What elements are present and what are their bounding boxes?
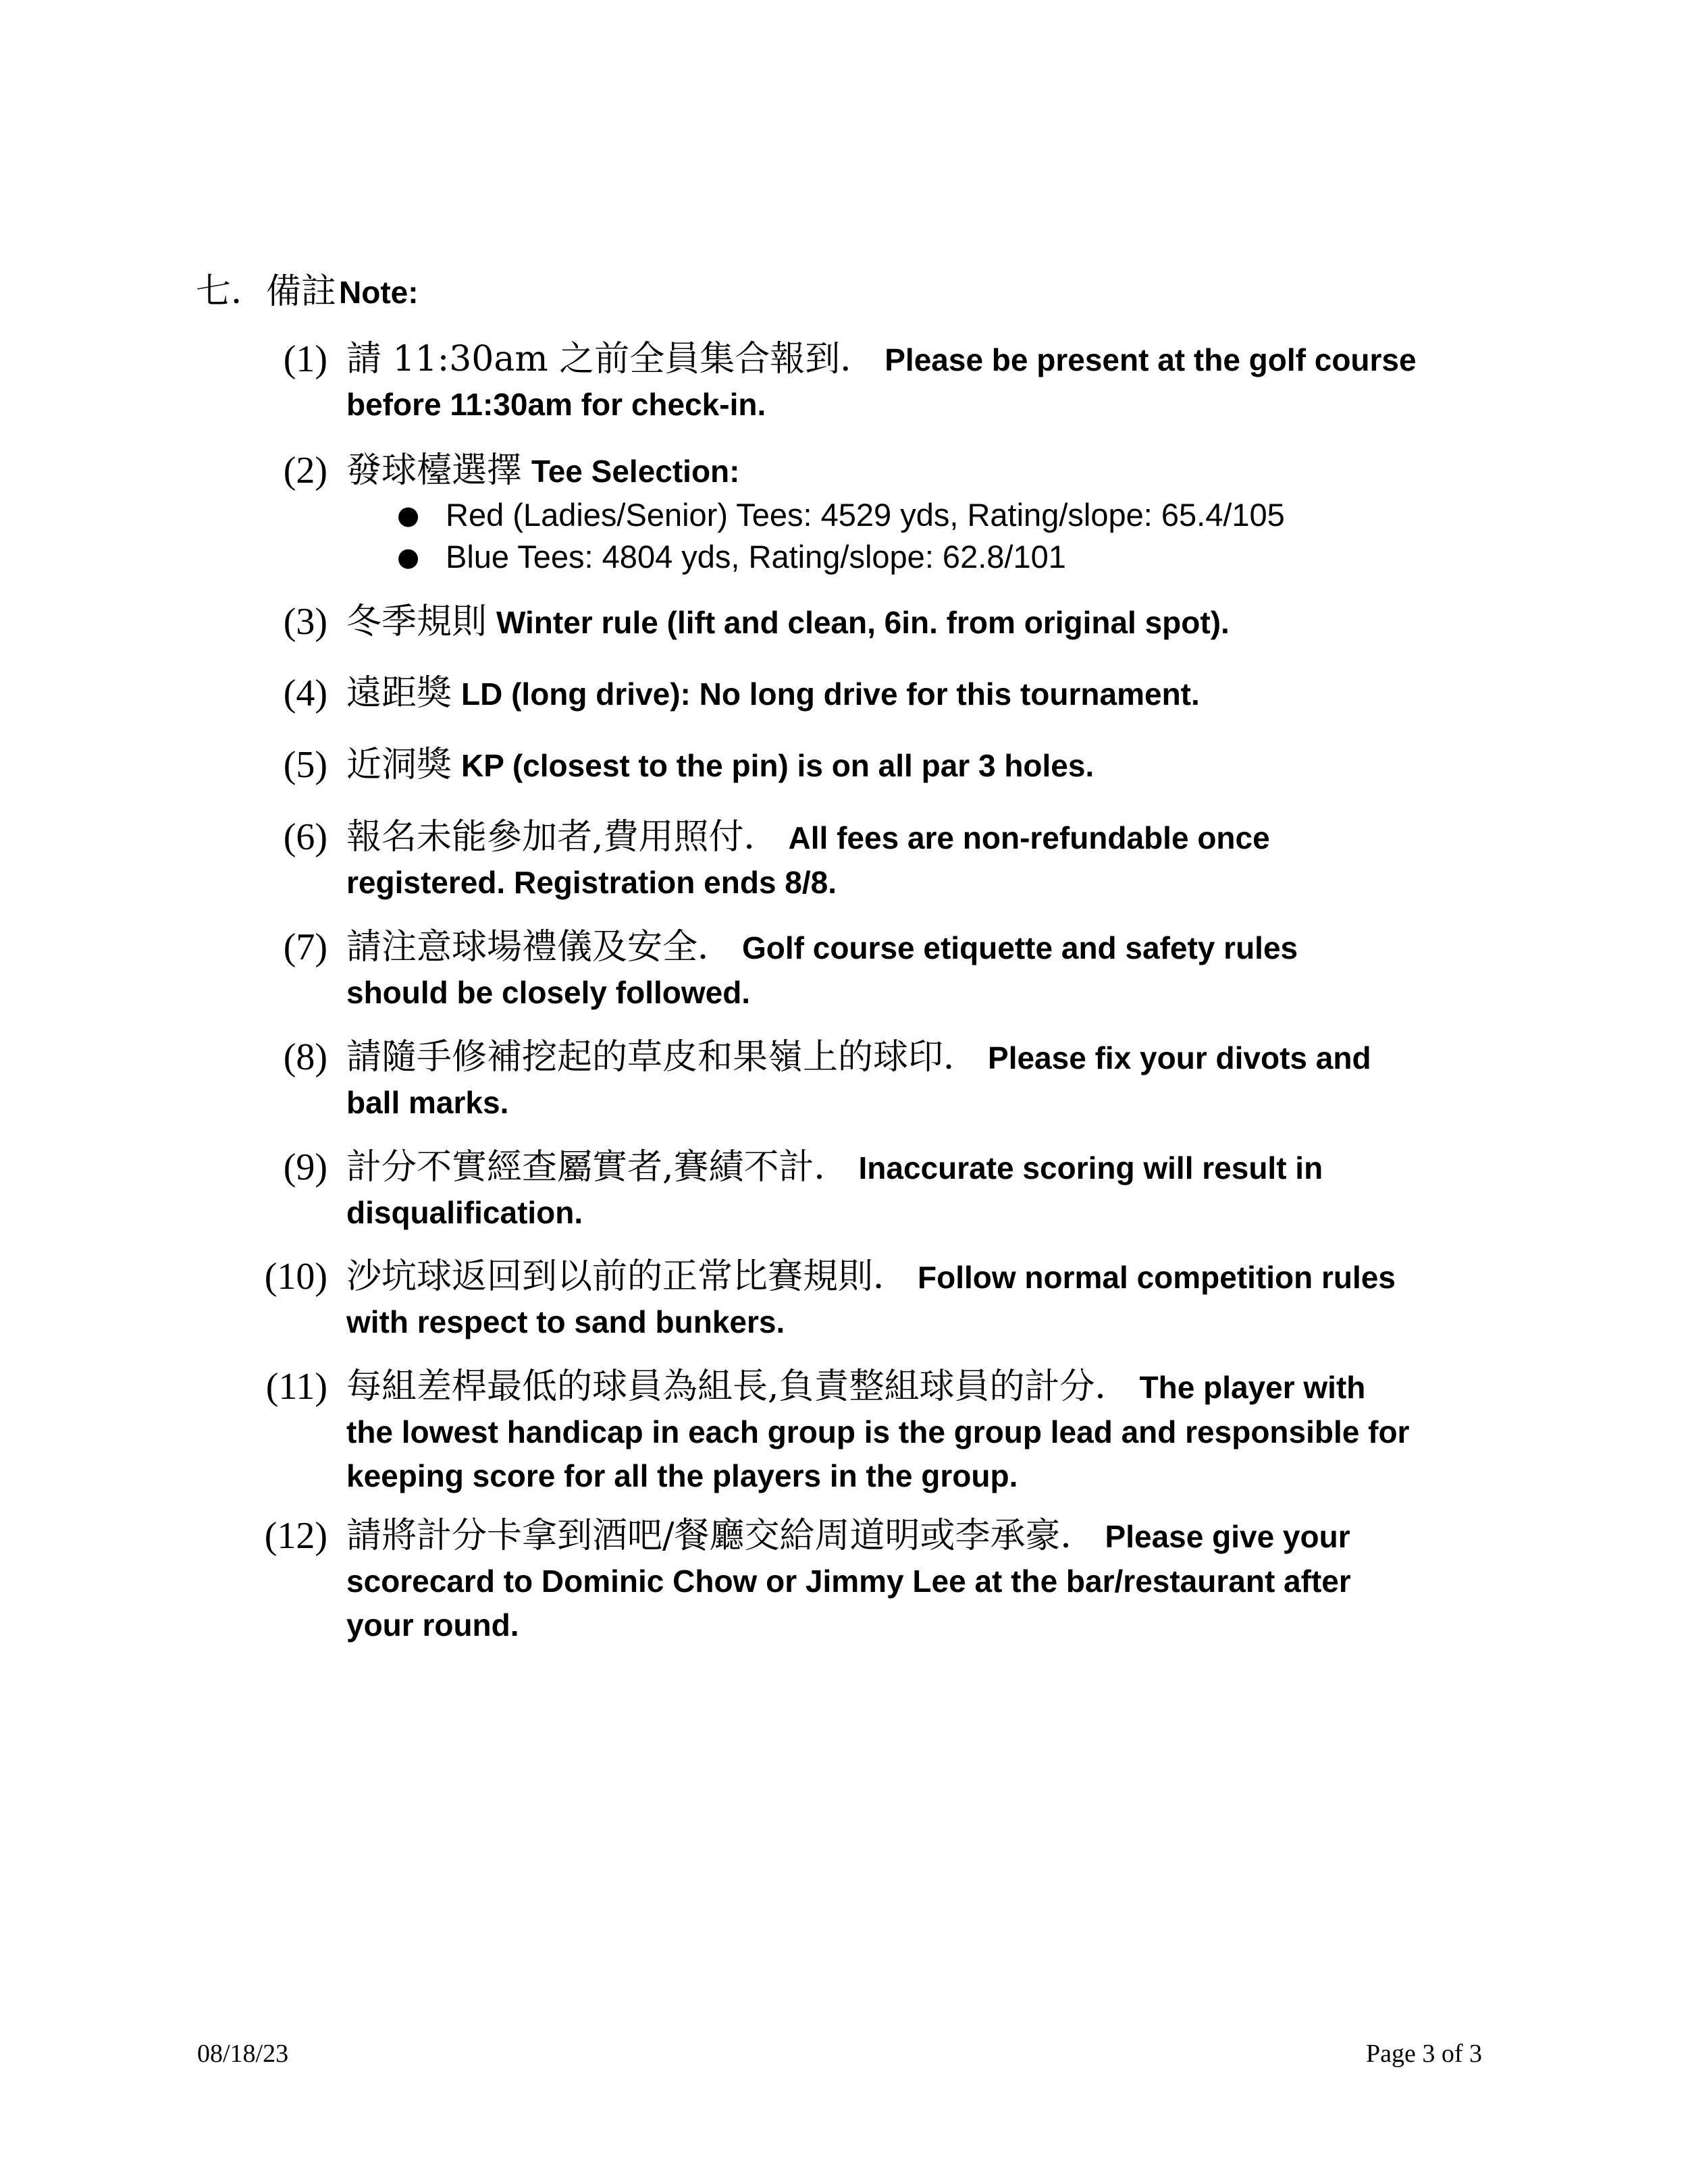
item-number: (7) xyxy=(283,926,327,968)
item-en-text: Winter rule (lift and clean, 6in. from original spot). xyxy=(496,605,1230,640)
item-en-text: Golf course etiquette and safety rules xyxy=(742,930,1298,965)
item-cjk-text: 沙坑球返回到以前的正常比賽規則． xyxy=(346,1256,909,1297)
item-number: (11) xyxy=(265,1366,327,1408)
item-number: (10) xyxy=(264,1256,327,1298)
bullet-text: Blue Tees: 4804 yds, Rating/slope: 62.8/101 xyxy=(446,539,1066,575)
item-en-text: registered. Registration ends 8/8. xyxy=(346,865,837,900)
section-heading xyxy=(196,265,419,327)
item-en-text: Please give your xyxy=(1105,1519,1350,1554)
footer-date: 08/18/23 xyxy=(197,2040,289,2068)
item-en-text: disqualification. xyxy=(346,1195,583,1230)
item-en-text: Inaccurate scoring will result in xyxy=(858,1150,1323,1186)
section-heading-prefix: 七．備註 xyxy=(196,271,337,312)
item-cjk-text: 請將計分卡拿到酒吧/餐廳交給周道明或李承豪． xyxy=(346,1516,1096,1556)
item-en-text: The player with xyxy=(1139,1370,1366,1405)
item-en-text: before 11:30am for check-in. xyxy=(346,387,766,422)
item-cjk-text: 近洞獎 xyxy=(346,745,452,785)
bullet-text: Red (Ladies/Senior) Tees: 4529 yds, Rating/slope: 65.4/105 xyxy=(446,497,1285,533)
section-heading-label: Note: xyxy=(339,275,419,310)
item-number: (12) xyxy=(264,1515,327,1557)
item-en-text: KP (closest to the pin) is on all par 3 holes. xyxy=(461,748,1094,783)
item-en-text: ball marks. xyxy=(346,1085,509,1120)
item-en-text: scorecard to Dominic Chow or Jimmy Lee at the bar/restaurant after xyxy=(346,1564,1351,1599)
tee-bullet-item xyxy=(346,494,1498,536)
item-en-text: All fees are non-refundable once xyxy=(788,820,1270,855)
item-en-text: Please be present at the golf course xyxy=(885,342,1417,377)
bullet-icon: ● xyxy=(397,542,420,572)
item-cjk-text: 請隨手修補挖起的草皮和果嶺上的球印． xyxy=(346,1037,979,1077)
item-en-text: Please fix your divots and xyxy=(988,1040,1371,1075)
item-number: (6) xyxy=(283,816,327,858)
item-number: (1) xyxy=(283,338,327,380)
item-cjk-text: 遠距獎 xyxy=(346,673,452,714)
item-en-text: keeping score for all the players in the group. xyxy=(346,1458,1018,1493)
item-en-text: Tee Selection: xyxy=(531,454,740,489)
item-cjk-text: 請 11:30am 之前全員集合報到． xyxy=(346,339,876,379)
item-number: (9) xyxy=(283,1146,327,1188)
item-en-text: with respect to sand bunkers. xyxy=(346,1304,785,1339)
item-cjk-text: 計分不實經查屬實者,賽績不計． xyxy=(346,1147,849,1188)
item-cjk-text: 每組差桿最低的球員為組長,負責整組球員的計分． xyxy=(346,1366,1130,1407)
item-number: (8) xyxy=(283,1036,327,1078)
item-en-text: should be closely followed. xyxy=(346,975,751,1010)
item-number: (5) xyxy=(283,744,327,786)
footer-page-number: Page 3 of 3 xyxy=(1365,2040,1482,2068)
item-en-text: the lowest handicap in each group is the group lead and responsible for xyxy=(346,1414,1410,1449)
item-cjk-text: 請注意球場禮儀及安全． xyxy=(346,927,733,967)
tee-bullet-item xyxy=(346,536,1498,578)
bullet-icon: ● xyxy=(397,500,420,530)
item-cjk-text: 發球檯選擇 xyxy=(346,450,523,491)
item-number: (2) xyxy=(283,450,327,491)
item-cjk-text: 報名未能參加者,費用照付． xyxy=(346,817,779,857)
item-number: (3) xyxy=(283,601,327,643)
item-cjk-text: 冬季規則 xyxy=(346,602,487,642)
item-en-text: Follow normal competition rules xyxy=(918,1260,1396,1295)
item-en-text: LD (long drive): No long drive for this tournament. xyxy=(461,676,1200,712)
item-en-text: your round. xyxy=(346,1607,519,1643)
item-number: (4) xyxy=(283,672,327,714)
